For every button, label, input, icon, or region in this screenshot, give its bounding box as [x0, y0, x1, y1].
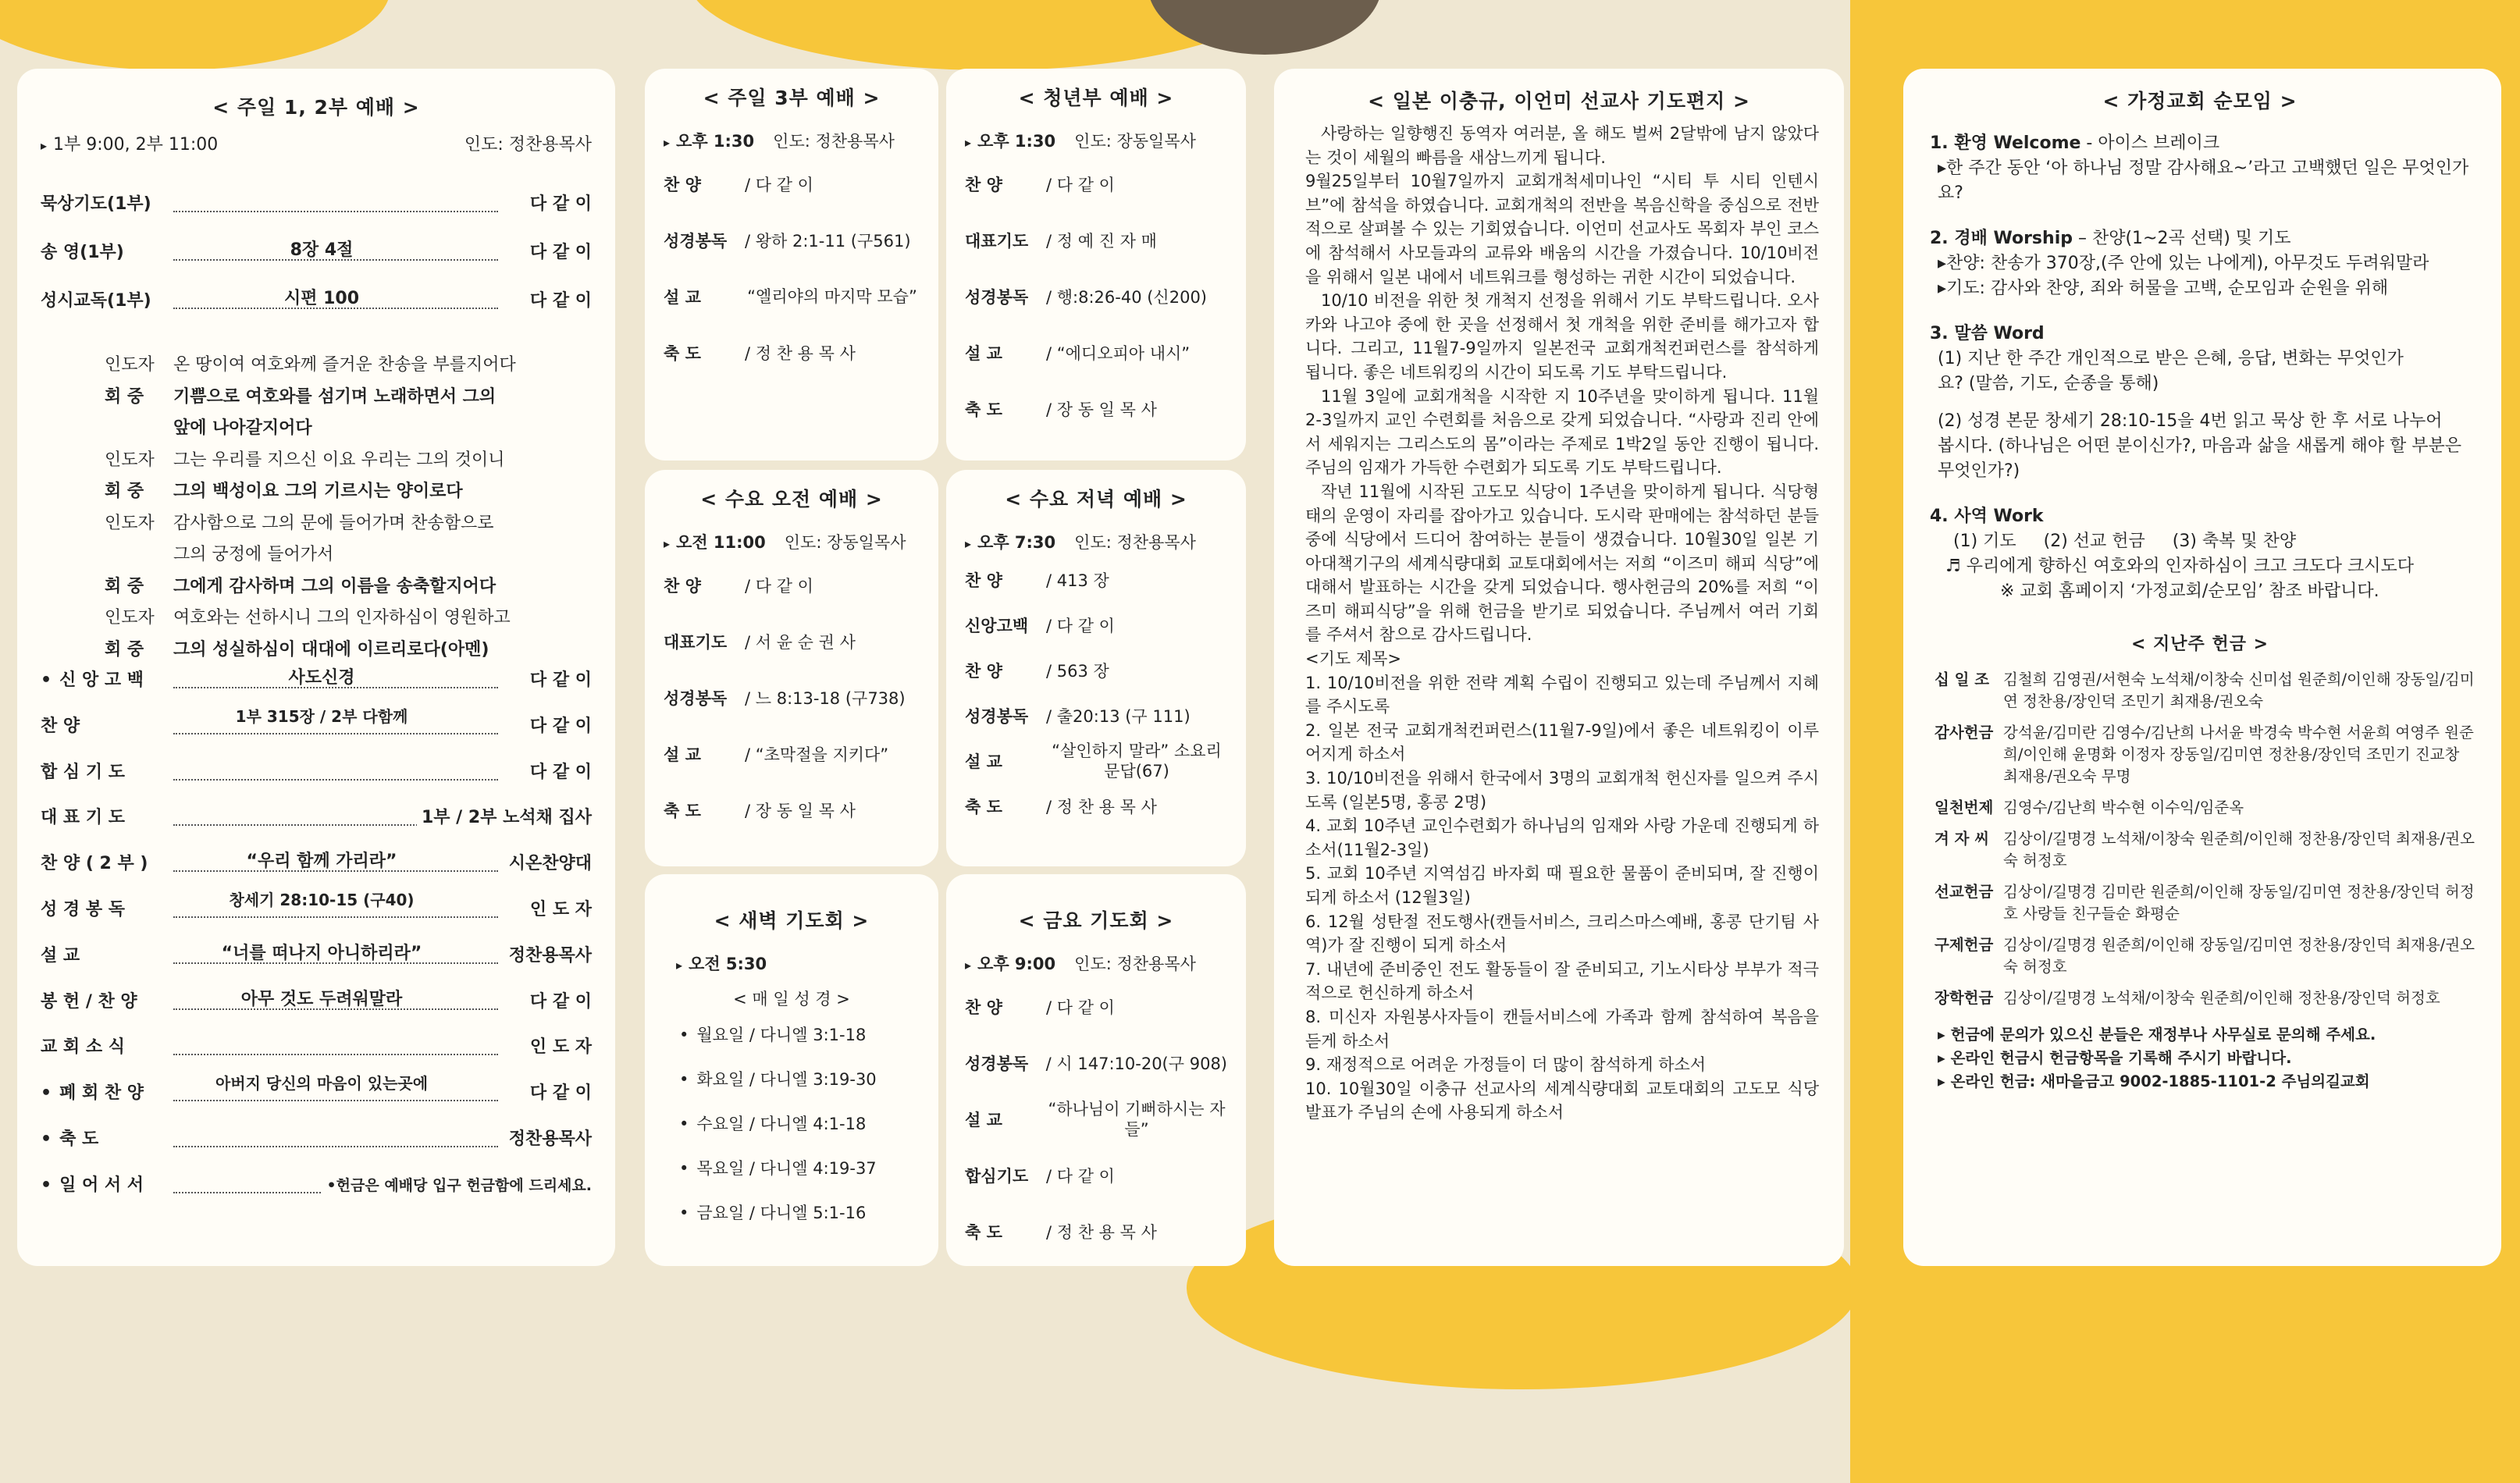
schedule-key: 대표기도	[965, 232, 1029, 251]
daily-reading: • 수요일 / 다니엘 4:1-18	[679, 1111, 938, 1135]
schedule-key: 설 교	[664, 288, 701, 307]
schedule-row	[664, 782, 920, 838]
daily-reading: • 금요일 / 다니엘 5:1-16	[679, 1200, 938, 1224]
offering-row	[1934, 722, 2478, 788]
panel-title: < 금요 기도회 >	[1018, 909, 1174, 932]
schedule-value: “엘리야의 마지막 모습”	[747, 287, 917, 306]
schedule-value: / 행:8:26-40 (신200)	[1046, 288, 1207, 307]
daily-bible-label: < 매 일 성 경 >	[733, 990, 850, 1008]
schedule-key: 성경봉독	[664, 232, 728, 251]
schedule-value: / 출20:13 (구 111)	[1046, 707, 1191, 726]
service-time: ▸ 오전 11:00	[664, 530, 766, 553]
prayer-topic: 3. 10/10비전을 위해서 한국에서 3명의 교회개척 헌신자를 일으켜 주시도록 (일본5명, 홍콩 2명)	[1305, 769, 1819, 812]
reading-line: 그의 성실하심이 대대에 이르리로다(아멘)	[173, 639, 489, 660]
service-leader: 인도: 정찬용목사	[1074, 533, 1196, 552]
schedule-value: / 다 같 이	[1046, 998, 1115, 1017]
reading-speaker: 회 중	[105, 639, 144, 660]
schedule-value: / 413 장	[1046, 571, 1109, 590]
reading-speaker: 인도자	[105, 355, 155, 375]
schedule-value: “살인하지 말라” 소요리문답(67)	[1052, 742, 1222, 781]
order-label: 성시교독(1부)	[41, 291, 151, 311]
offering-names: 김상이/길명경 원준희/이인해 장동일/김미연 정찬용/장인덕 최재용/권오숙 허정호	[2003, 936, 2475, 976]
reading-speaker: 회 중	[105, 576, 144, 596]
schedule-value: / 다 같 이	[745, 577, 813, 596]
reading-line: 앞에 나아갈지어다	[173, 418, 312, 438]
reading-speaker: 인도자	[105, 450, 155, 470]
offering-row	[1934, 669, 2478, 713]
service-time: ▸ 1부 9:00, 2부 11:00	[41, 134, 218, 157]
schedule-row	[664, 212, 920, 269]
schedule-key: 축 도	[965, 400, 1002, 419]
order-person: 다 같 이	[525, 242, 592, 264]
reading-line: 그의 궁정에 들어가서	[173, 545, 334, 564]
schedule-row	[965, 325, 1227, 381]
schedule-key: 찬 양	[965, 176, 1002, 194]
dawn-prayer-panel	[645, 874, 938, 1266]
schedule-key: 찬 양	[965, 662, 1002, 681]
order-content: “너를 떠나지 아니하리라”	[189, 945, 454, 962]
prayer-topic: 7. 내년에 준비중인 전도 활동들이 잘 준비되고, 기노시타상 부부가 적극적으로 헌신하게 하소서	[1305, 959, 1819, 1003]
offering-type: 구제헌금	[1934, 936, 1994, 954]
reading-line: 그에게 감사하며 그의 이름을 송축할지어다	[173, 576, 497, 596]
order-content: 창세기 28:10-15 (구40)	[189, 891, 454, 909]
schedule-value: / 다 같 이	[745, 176, 813, 194]
service-time: ▸ 오후 1:30	[664, 129, 754, 152]
offering-row	[1934, 881, 2478, 925]
schedule-row	[965, 1204, 1227, 1260]
offering-names: 김철희 김영권/서현숙 노석채/이창숙 신미섭 원준희/이인해 장동일/김미연 정찬용/장인덕 조민기 최재용/권오숙	[2003, 670, 2475, 710]
decor-blob-yellow-left	[0, 0, 390, 70]
word-question-1: (1) 지난 한 주간 개인적으로 받은 은혜, 응답, 변화는 무엇인가요? (말씀, 기도, 순종을 통해)	[1938, 349, 2404, 393]
offering-type: 겨 자 씨	[1934, 830, 1990, 848]
wednesday-evening-panel	[946, 470, 1246, 866]
order-content: 8장 4절	[189, 242, 454, 259]
schedule-row	[664, 726, 920, 782]
order-label: • 일 어 서 서	[41, 1175, 144, 1197]
offering-names: 김상이/길명경 김미란 원준희/이인해 장동일/김미연 정찬용/장인덕 허정호 사랑들 친구들순 화평순	[2003, 883, 2475, 923]
order-person: 정찬용목사	[504, 1129, 592, 1150]
schedule-row	[965, 381, 1227, 437]
schedule-row	[664, 269, 920, 325]
schedule-key: 설 교	[965, 752, 1002, 771]
schedule-row	[965, 557, 1227, 603]
reading-speaker: 인도자	[105, 608, 155, 628]
prayer-topics-title: <기도 제목>	[1305, 649, 1402, 669]
schedule-key: 찬 양	[664, 577, 701, 596]
schedule-key: 설 교	[965, 344, 1002, 363]
service-time: ▸ 오후 1:30	[965, 129, 1055, 152]
wednesday-morning-panel	[645, 470, 938, 866]
order-label: 교 회 소 식	[41, 1037, 125, 1058]
prayer-topic: 8. 미신자 자원봉사자들이 캔들서비스에 가족과 함께 참석하여 복음을 듣게 하소서	[1305, 1007, 1819, 1051]
schedule-key: 찬 양	[664, 176, 701, 194]
service-time: ▸ 오전 5:30	[676, 951, 767, 975]
work-song: ♬ 우리에게 향하신 여호와의 인자하심이 크고 크도다 크시도다	[1945, 557, 2414, 576]
schedule-value: / 정 찬 용 목 사	[745, 344, 856, 363]
reading-line: 기쁨으로 여호와를 섬기며 노래하면서 그의	[173, 386, 497, 407]
prayer-topic: 1. 10/10비전을 위한 전략 계획 수립이 진행되고 있는데 주님께서 지혜를 주시도록	[1305, 673, 1819, 717]
schedule-row	[965, 738, 1227, 784]
service-leader: 인도: 장동일목사	[1074, 132, 1196, 151]
leader-dots	[173, 1054, 498, 1055]
schedule-value: / 정 찬 용 목 사	[1046, 1223, 1157, 1242]
order-label: 설 교	[41, 945, 80, 966]
service-time: ▸ 오후 7:30	[965, 530, 1055, 553]
schedule-value: / 느 8:13-18 (구738)	[745, 689, 906, 708]
section-word-title: 3. 말씀 Word	[1930, 324, 2045, 343]
youth-service-panel	[946, 69, 1246, 461]
order-label: 찬 양	[41, 716, 80, 736]
prayer-topic: 10. 10월30일 이충규 선교사의 세계식량대회 교토대회의 고도모 식당 발표가 주님의 손에 사용되게 하소서	[1305, 1079, 1819, 1122]
service-leader: 인도: 정찬용목사	[1074, 955, 1196, 973]
order-label: 송 영(1부)	[41, 243, 124, 262]
schedule-value: / “에디오피아 내시”	[1046, 344, 1191, 363]
daily-reading: • 월요일 / 다니엘 3:1-18	[679, 1022, 938, 1046]
order-person: •헌금은 예배당 입구 헌금함에 드리세요.	[322, 1175, 593, 1197]
schedule-value: / 장 동 일 목 사	[1046, 400, 1157, 419]
reading-speaker: 인도자	[105, 513, 155, 533]
schedule-key: 축 도	[664, 802, 701, 820]
service-time: ▸ 오후 9:00	[965, 951, 1055, 975]
work-items: (1) 기도 (2) 선교 헌금 (3) 축복 및 찬양	[1953, 532, 2297, 551]
schedule-key: 성경봉독	[664, 689, 728, 708]
order-label: 대 표 기 도	[41, 808, 125, 828]
schedule-key: 성경봉독	[965, 288, 1029, 307]
order-content: 사도신경	[189, 670, 454, 687]
schedule-value: / 정 예 진 자 매	[1046, 232, 1157, 251]
schedule-row	[965, 784, 1227, 829]
leader-dots	[173, 779, 498, 781]
order-person: 다 같 이	[525, 670, 592, 692]
order-person: 다 같 이	[525, 194, 592, 215]
schedule-value: / 다 같 이	[1046, 617, 1115, 635]
order-label: 찬 양 ( 2 부 )	[41, 854, 148, 874]
service-leader: 인도: 정찬용목사	[464, 135, 592, 155]
offering-type: 장학헌금	[1934, 989, 1994, 1007]
schedule-row	[965, 156, 1227, 212]
schedule-value: / “초막절을 지키다”	[745, 745, 889, 764]
work-note: ※ 교회 홈페이지 ‘가정교회/순모임’ 참조 바랍니다.	[2000, 581, 2379, 601]
schedule-value: / 다 같 이	[1046, 176, 1115, 194]
daily-reading: • 목요일 / 다니엘 4:19-37	[679, 1156, 938, 1179]
schedule-row	[965, 979, 1227, 1035]
prayer-topic: 5. 교회 10주년 지역섬김 바자회 때 필요한 물품이 준비되며, 잘 진행이 되게 하소서 (12월3일)	[1305, 864, 1819, 907]
service-leader: 인도: 장동일목사	[784, 533, 906, 552]
word-question-2: (2) 성경 본문 창세기 28:10-15을 4번 읽고 묵상 한 후 서로 나누어 봅시다. (하나님은 어떤 분이신가?, 마음과 삶을 새롭게 해야 할 부분은 무엇인가?)	[1938, 411, 2461, 481]
reading-line: 온 땅이여 여호와께 즐거운 찬송을 부를지어다	[173, 355, 516, 375]
panel-title: < 주일 3부 예배 >	[703, 87, 881, 109]
schedule-row	[965, 269, 1227, 325]
offering-title: < 지난주 헌금 >	[2130, 635, 2269, 654]
leader-dots	[173, 1146, 498, 1147]
schedule-row	[965, 603, 1227, 648]
schedule-key: 대표기도	[664, 633, 728, 652]
schedule-row	[965, 212, 1227, 269]
order-label: 봉 헌 / 찬 양	[41, 991, 137, 1012]
order-person: 1부 / 2부 노석채 집사	[417, 807, 592, 829]
schedule-value: / 시 147:10-20(구 908)	[1045, 1054, 1227, 1073]
offering-names: 김상이/길명경 노석채/이창숙 원준희/이인해 정찬용/장인덕 허정호	[2003, 989, 2440, 1007]
offering-type: 일천번제	[1934, 798, 1994, 816]
schedule-key: 축 도	[965, 1223, 1002, 1242]
panel-title: < 수요 오전 예배 >	[700, 488, 883, 510]
schedule-key: 찬 양	[965, 998, 1002, 1017]
order-label: 합 심 기 도	[41, 762, 125, 782]
order-content: 1부 315장 / 2부 다함께	[189, 708, 454, 725]
offering-type: 선교헌금	[1934, 883, 1994, 901]
section-welcome-sub: - 아이스 브레이크	[2080, 133, 2220, 153]
offering-type: 감사헌금	[1934, 724, 1994, 742]
order-person: 다 같 이	[525, 762, 592, 784]
schedule-key: 설 교	[965, 1111, 1002, 1129]
leader-dots	[173, 1100, 498, 1101]
offering-note: ▸ 헌금에 문의가 있으신 분들은 재정부나 사무실로 문의해 주세요.	[1938, 1026, 2376, 1044]
sunday-service-panel	[17, 69, 615, 1266]
schedule-row	[664, 325, 920, 381]
schedule-value: / 왕하 2:1-11 (구561)	[745, 232, 911, 251]
section-work-title: 4. 사역 Work	[1930, 507, 2044, 526]
panel-title: < 청년부 예배 >	[1018, 87, 1174, 109]
schedule-key: 성경봉독	[965, 1054, 1029, 1073]
section-worship-title: 2. 경배 Worship	[1930, 229, 2073, 248]
schedule-key: 축 도	[664, 344, 701, 363]
order-person: 다 같 이	[525, 1083, 592, 1104]
letter-paragraph: 작년 11월에 시작된 고도모 식당이 1주년을 맞이하게 됩니다. 식당형태의 운영이 자리를 잡아가고 있습니다. 도시락 판매에는 참석하던 분들 중에 식당에서 드디어 참여하는 분들이 생겼습니다. 10월30일 일본 기아대책기구의 세계식량대회 교토대회에서는 저희 “이즈미 해피 식당”에 대해서 발표하는 시간을 갖게 되었습니다. 행사헌금의 20%를 저희 “이즈미 해피식당”을 위해 헌금을 받기로 되었습니다. 주님께서 여러 기회를 주셔서 참으로 감사드립니다.	[1305, 482, 1819, 645]
schedule-key: 신앙고백	[965, 617, 1029, 635]
letter-paragraph: 사랑하는 일향행진 동역자 여러분, 올 해도 벌써 2달밖에 남지 않았다는 것이 세월의 빠름을 새삼느끼게 됩니다.	[1305, 124, 1819, 167]
order-person: 시온찬양대	[504, 853, 592, 875]
leader-dots	[173, 733, 498, 734]
order-label: • 축 도	[41, 1129, 98, 1150]
schedule-row	[965, 693, 1227, 738]
panel-title: < 새벽 기도회 >	[714, 909, 870, 932]
prayer-topic: 9. 재정적으로 어려운 가정들이 더 많이 참석하게 하소서	[1305, 1055, 1707, 1075]
reading-line: 감사함으로 그의 문에 들어가며 찬송함으로	[173, 513, 494, 533]
schedule-row	[965, 648, 1227, 693]
leader-dots	[173, 916, 498, 918]
offering-names: 강석윤/김미란 김영수/김난희 나서윤 박경숙 박수현 서윤희 여영주 원준희/이인해 윤명화 이정자 장동일/김미연 정찬용/장인덕 조민기 진교창 최재용/권오숙 무명	[2003, 724, 2474, 785]
order-person: 다 같 이	[525, 716, 592, 738]
offering-note: ▸ 온라인 헌금: 새마을금고 9002-1885-1101-2 주님의길교회	[1938, 1072, 2370, 1090]
offering-row	[1934, 987, 2478, 1009]
order-content: “우리 함께 가리라”	[189, 853, 454, 870]
prayer-topic: 6. 12월 성탄절 전도행사(캔들서비스, 크리스마스예배, 홍콩 단기팀 사역)가 잘 진행이 되게 하소서	[1305, 912, 1819, 955]
prayer-topic: 2. 일본 전국 교회개척컨퍼런스(11월7-9일)에서 좋은 네트워킹이 이루어지게 하소서	[1305, 720, 1819, 764]
order-person: 인 도 자	[525, 1037, 592, 1058]
reading-speaker: 회 중	[105, 482, 144, 501]
schedule-key: 설 교	[664, 745, 701, 764]
offering-row	[1934, 934, 2478, 978]
schedule-value: “하나님이 기뻐하시는 자들”	[1048, 1100, 1226, 1139]
worship-prayer: ▸기도: 감사와 찬양, 죄와 허물을 고백, 순모임과 순원을 위해	[1938, 279, 2389, 298]
reading-line: 그는 우리를 지으신 이요 우리는 그의 것이니	[173, 450, 505, 470]
schedule-value: / 563 장	[1046, 662, 1109, 681]
reading-speaker: 회 중	[105, 386, 144, 407]
schedule-row	[965, 1091, 1227, 1147]
order-content: 시편 100	[189, 290, 454, 308]
schedule-row	[965, 1147, 1227, 1204]
prayer-topic: 4. 교회 10주년 교인수련회가 하나님의 임재와 사랑 가운데 진행되게 하소서(11월2-3일)	[1305, 816, 1819, 859]
order-label: 성 경 봉 독	[41, 900, 125, 919]
friday-prayer-panel	[946, 874, 1246, 1266]
order-person: 인 도 자	[525, 899, 592, 921]
offering-row	[1934, 828, 2478, 872]
panel-title: < 수요 저녁 예배 >	[1005, 488, 1187, 510]
service-leader: 인도: 정찬용목사	[773, 132, 895, 151]
letter-paragraph: 9월25일부터 10월7일까지 교회개척세미나인 “시티 투 시티 인텐시브”에 참석을 하였습니다. 교회개척의 전반을 복음신학을 중심으로 전반적으로 살펴볼 수 있는 기회였습니다. 이언미 선교사도 목회자 부인 코스에 참석해서 사모들과의 교류와 배움의 시간을 가졌습니다. 10/10비전을 위해서 일본 내에서 네트워크를 형성하는 귀한 시간이 되었습니다.	[1305, 172, 1819, 286]
welcome-question: ▸한 주간 동안 ‘아 하나님 정말 감사해요~’라고 고백했던 일은 무엇인가요?	[1938, 158, 2469, 203]
order-person: 다 같 이	[525, 991, 592, 1013]
sunday-third-service-panel	[645, 69, 938, 461]
schedule-value: / 정 찬 용 목 사	[1046, 798, 1157, 816]
offering-names: 김영수/김난희 박수현 이수익/임준옥	[2003, 798, 2244, 816]
order-label: 묵상기도(1부)	[41, 194, 151, 214]
worship-songs: ▸찬양: 찬송가 370장,(주 안에 있는 나에게), 아무것도 두려워말라	[1938, 254, 2429, 273]
schedule-key: 축 도	[965, 798, 1002, 816]
panel-title: < 일본 이충규, 이언미 선교사 기도편지 >	[1368, 90, 1750, 112]
offering-names: 김상이/길명경 노석채/이창숙 원준희/이인해 정찬용/장인덕 최재용/권오숙 허정호	[2003, 830, 2475, 870]
section-welcome-title: 1. 환영 Welcome	[1930, 133, 2081, 153]
order-content: 아버지 당신의 마음이 있는곳에	[189, 1075, 454, 1092]
letter-paragraph: 11월 3일에 교회개척을 시작한 지 10주년을 맞이하게 됩니다. 11월 2-3일까지 교인 수련회를 처음으로 갖게 되었습니다. “사랑과 진리 안에서 세워지는 그리스도의 몸”이라는 주제로 1박2일 동안 진행이 됩니다. 주님의 임재가 가득한 수련회가 되도록 기도 부탁드립니다.	[1305, 386, 1819, 478]
letter-paragraph: 10/10 비전을 위한 첫 개척지 선정을 위해서 기도 부탁드립니다. 오사카와 나고야 중에 한 곳을 선정해서 첫 개척을 위한 준비를 해가고자 합니다. 그리고, 11월7-9일까지 일본전국 교회개척컨퍼런스를 참석하게 됩니다. 좋은 네트워킹의 시간이 되도록 기도 부탁드립니다.	[1305, 291, 1819, 382]
order-person: 다 같 이	[525, 290, 592, 312]
schedule-value: / 다 같 이	[1046, 1167, 1115, 1186]
schedule-row	[664, 670, 920, 726]
order-label: • 폐 회 찬 양	[41, 1083, 144, 1104]
order-content: 아무 것도 두려워말라	[189, 991, 454, 1008]
offering-row	[1934, 797, 2478, 819]
reading-line: 여호와는 선하시니 그의 인자하심이 영원하고	[173, 608, 511, 628]
daily-reading: • 화요일 / 다니엘 3:19-30	[679, 1067, 938, 1090]
schedule-row	[965, 1035, 1227, 1091]
offering-note: ▸ 온라인 헌금시 헌금항목을 기록해 주시기 바랍니다.	[1938, 1049, 2292, 1067]
schedule-row	[664, 613, 920, 670]
schedule-key: 찬 양	[965, 571, 1002, 590]
schedule-value: / 서 윤 순 권 사	[745, 633, 856, 652]
house-church-panel	[1903, 69, 2501, 1266]
schedule-row	[664, 156, 920, 212]
prayer-letter-panel	[1274, 69, 1844, 1266]
leader-dots	[173, 211, 498, 212]
schedule-value: / 장 동 일 목 사	[745, 802, 856, 820]
reading-line: 그의 백성이요 그의 기르시는 양이로다	[173, 482, 463, 501]
panel-title: < 가정교회 순모임 >	[2102, 90, 2298, 112]
section-worship-sub: – 찬양(1~2곡 선택) 및 기도	[2072, 229, 2291, 248]
schedule-row	[664, 557, 920, 613]
order-label: • 신 앙 고 백	[41, 670, 144, 692]
panel-title: < 주일 1, 2부 예배 >	[212, 96, 420, 119]
order-person: 정찬용목사	[504, 945, 592, 967]
schedule-key: 성경봉독	[965, 707, 1029, 726]
schedule-key: 합심기도	[965, 1167, 1029, 1186]
offering-type: 십 일 조	[1934, 670, 1990, 688]
